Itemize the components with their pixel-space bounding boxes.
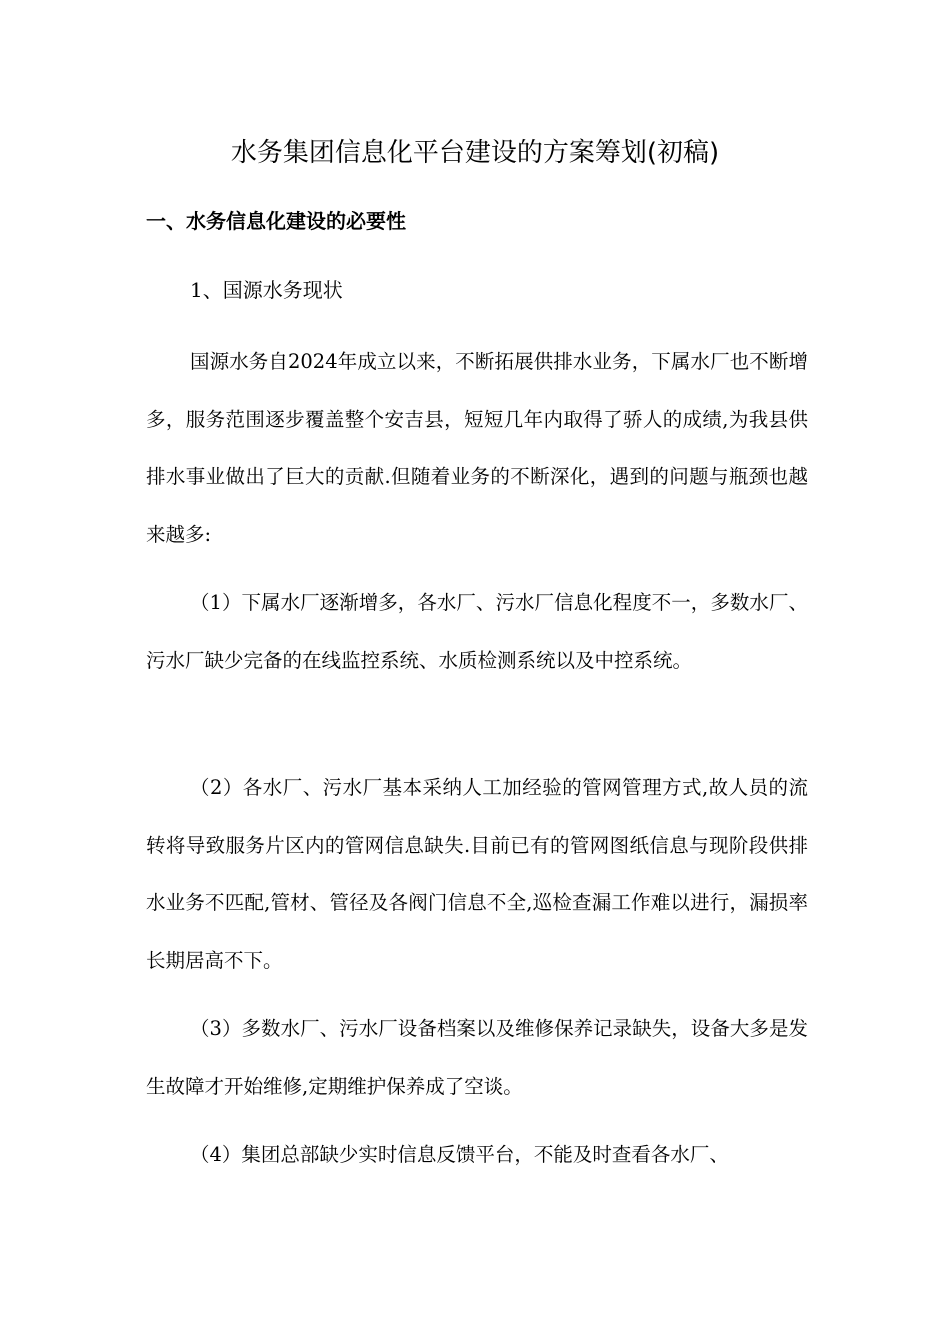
paragraph-issue-4: （4）集团总部缺少实时信息反馈平台，不能及时查看各水厂、: [190, 1143, 729, 1166]
paragraph-issue-2: （2）各水厂、污水厂基本采纳人工加经验的管网管理方式,故人员的流转将导致服务片区内的管网信息缺失.目前已有的管网图纸信息与现阶段供排水业务不匹配,管材、管径及各阀门信息不全,巡检查漏工作难以进行，漏损率长期居高不下。: [146, 776, 808, 972]
paragraph-intro: 国源水务自2024年成立以来，不断拓展供排水业务，下属水厂也不断增多，服务范围逐步覆盖整个安吉县，短短几年内取得了骄人的成绩,为我县供排水事业做出了巨大的贡献.但随着业务的不断深化，遇到的问题与瓶颈也越来越多:: [146, 350, 808, 546]
paragraph-issue-3: （3）多数水厂、污水厂设备档案以及维修保养记录缺失，设备大多是发生故障才开始维修,定期维护保养成了空谈。: [146, 1017, 808, 1098]
subsection-heading: 1、国源水务现状: [190, 278, 343, 302]
section-heading: 一、水务信息化建设的必要性: [146, 209, 406, 233]
document-title: 水务集团信息化平台建设的方案筹划(初稿): [230, 138, 720, 168]
paragraph-issue-1: （1）下属水厂逐渐增多，各水厂、污水厂信息化程度不一，多数水厂、污水厂缺少完备的在线监控系统、水质检测系统以及中控系统。: [146, 591, 808, 672]
